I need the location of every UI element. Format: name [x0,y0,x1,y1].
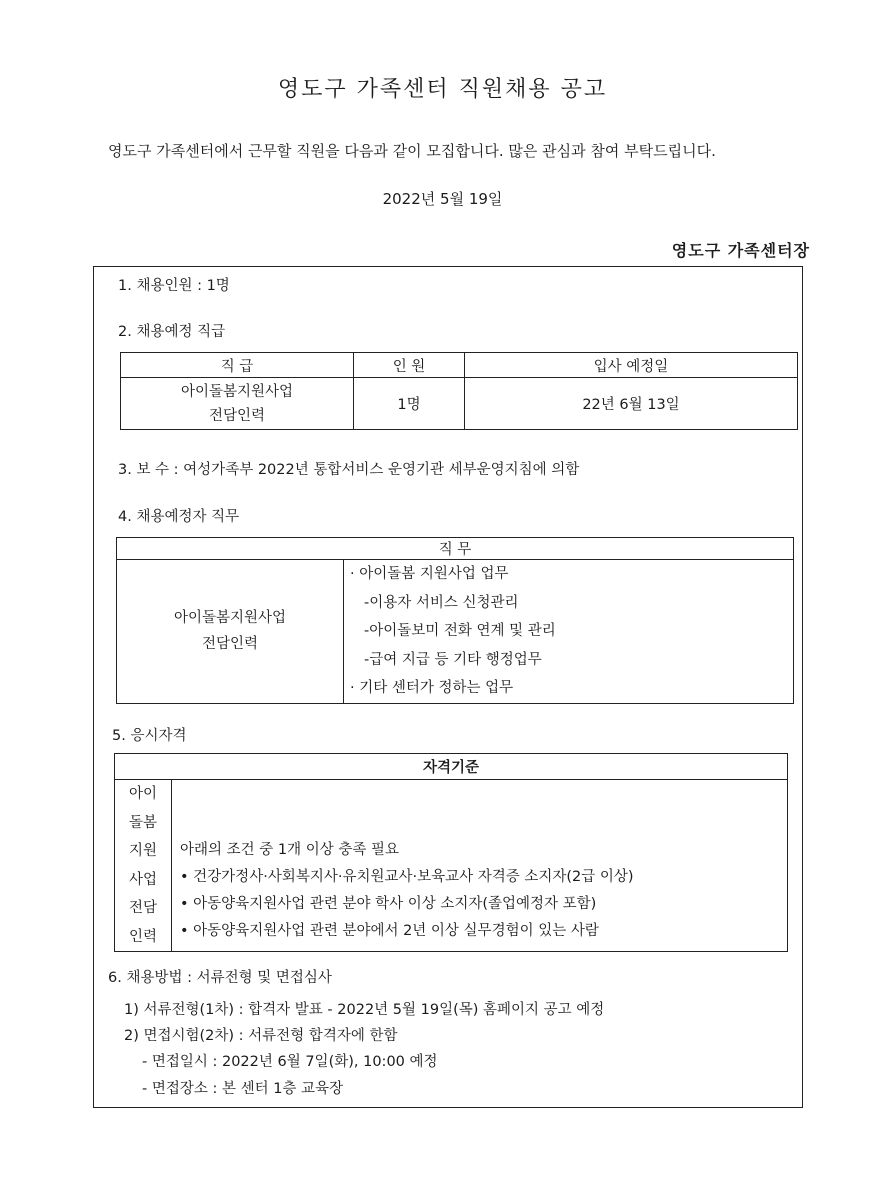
position-table-header [121,353,798,378]
section-3-salary: 3. 보 수 : 여성가족부 2022년 통합서비스 운영기관 세부운영지침에 의함 [118,462,580,478]
duty-item: -급여 지급 등 기타 행정업무 [364,651,542,668]
qualification-table [114,753,788,952]
qualification-table-row [115,780,788,952]
qualification-table-header [115,754,788,780]
duty-rank-line-1: 아이돌봄지원사업 [173,610,287,627]
duty-list-cell [344,560,794,704]
side-word: 아이 [128,786,157,802]
side-word: 지원 [128,843,157,859]
qualification-body-cell [172,780,788,952]
position-table [120,352,798,430]
duty-rank-line-2: 전담인력 [201,636,259,653]
rank-cell [121,378,354,430]
side-word: 인력 [128,928,157,945]
side-word: 돌봄 [128,814,157,831]
rank-line-2: 전담인력 [208,407,266,424]
rank-line-1: 아이돌봄지원사업 [180,383,294,400]
header-start-date: 입사 예정일 [465,353,798,378]
duty-item: · 기타 센터가 정하는 업무 [350,680,514,696]
section-6-heading: 6. 채용방법 : 서류전형 및 면접심사 [108,970,332,986]
section-1-headcount: 1. 채용인원 : 1명 [118,278,230,294]
duty-table-header [117,538,794,560]
section-4-heading: 4. 채용예정자 직무 [118,509,240,525]
duty-item: -이용자 서비스 신청관리 [364,594,519,611]
duty-item: -아이돌보미 전화 연계 및 관리 [364,623,556,639]
start-date-cell: 22년 6월 13일 [465,378,798,430]
notice-date: 2022년 5월 19일 [382,190,503,208]
qualification-item: • 아동양육지원사업 관련 분야에서 2년 이상 실무경험이 있는 사람 [180,923,599,939]
qualification-item: • 건강가정사·사회복지사·유치원교사·보육교사 자격증 소지자(2급 이상) [180,869,634,885]
method-line-3: - 면접일시 : 2022년 6월 7일(화), 10:00 예정 [142,1054,438,1070]
duty-header: 직 무 [117,538,794,560]
duty-table-row [117,560,794,704]
side-word: 사업 [128,871,157,888]
duty-item: · 아이돌봄 지원사업 업무 [350,566,509,582]
duty-rank-cell [117,560,344,704]
intro-paragraph: 영도구 가족센터에서 근무할 직원을 다음과 같이 모집합니다. 많은 관심과 참여 부탁드립니다. [108,142,716,160]
duty-table [116,537,794,704]
header-count: 인 원 [354,353,465,378]
side-word: 전담 [128,900,157,916]
section-2-heading: 2. 채용예정 직급 [118,324,226,340]
count-cell: 1명 [354,378,465,430]
qualification-item: • 아동양육지원사업 관련 분야 학사 이상 소지자(졸업예정자 포함) [180,896,597,912]
section-5-heading: 5. 응시자격 [112,728,187,744]
method-line-1: 1) 서류전형(1차) : 합격자 발표 - 2022년 5월 19일(목) 홈페이지 공고 예정 [124,1002,605,1018]
qualification-side-cell [115,780,172,952]
header-rank: 직 급 [121,353,354,378]
position-table-row [121,378,798,430]
method-line-2: 2) 면접시험(2차) : 서류전형 합격자에 한함 [124,1028,398,1044]
signature: 영도구 가족센터장 [671,241,810,260]
method-line-4: - 면접장소 : 본 센터 1층 교육장 [142,1081,344,1097]
qualification-header: 자격기준 [115,754,788,780]
page-title: 영도구 가족센터 직원채용 공고 [277,77,608,102]
qualification-lead: 아래의 조건 중 1개 이상 충족 필요 [180,842,399,858]
